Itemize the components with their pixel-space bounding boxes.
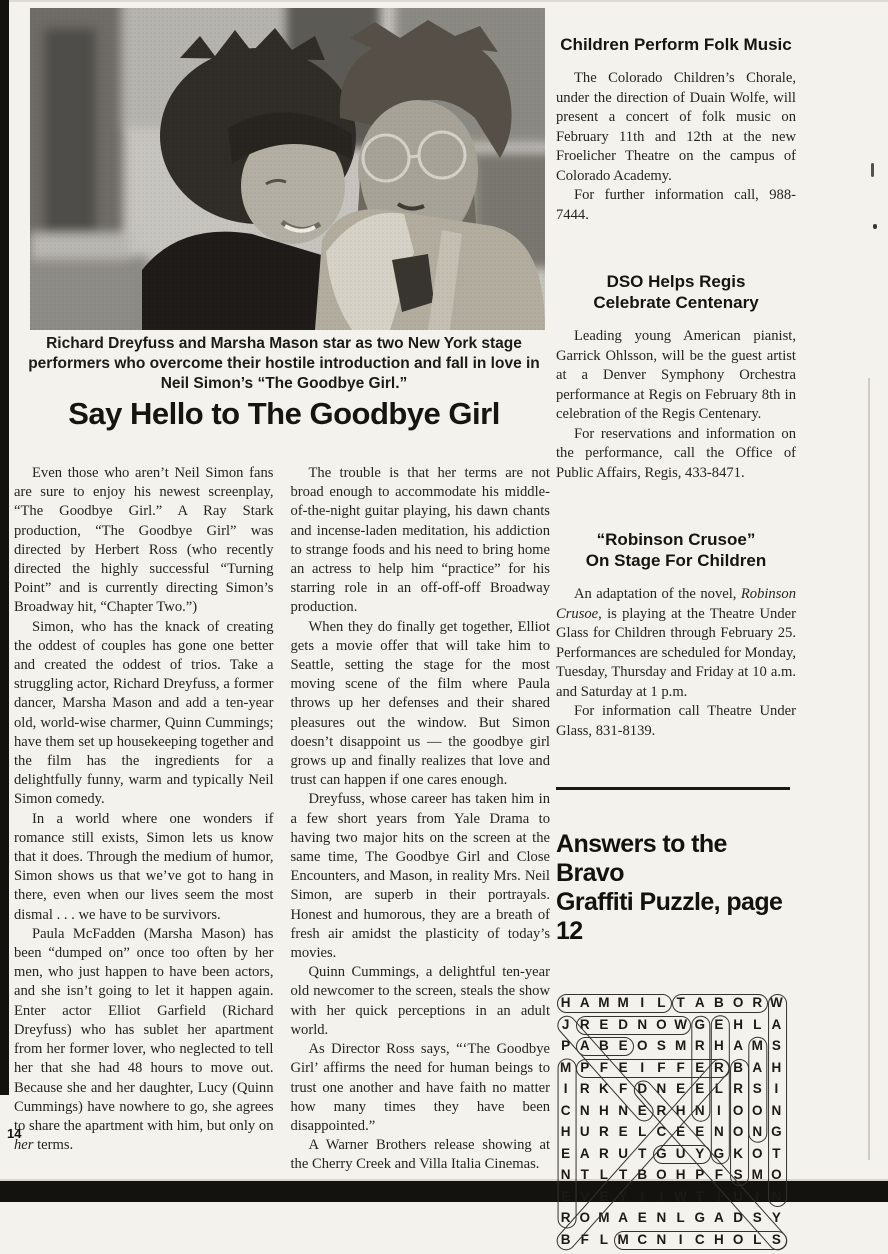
- paragraph: Even those who aren’t Neil Simon fans are sure to enjoy his newest screenplay, “The Goodbye Girl.” A Ray Stark production, “The Goodbye Girl” was directed by Herbert Ross (who recently directed the highly successful “Turning Point” and is currently directing Simon’s Broadway hit, “Chapter Two.”): [14, 465, 274, 616]
- paragraph: Quinn Cummings, a delightful ten-year old newcomer to the screen, steals the show with her quick perceptions in an adult world.: [290, 964, 550, 1038]
- article-column-1: [14, 464, 274, 1175]
- puzzle-letters: [556, 992, 786, 1250]
- puzzle-letter: U: [618, 1145, 628, 1161]
- puzzle-letter: R: [752, 995, 763, 1011]
- puzzle-letter: O: [732, 995, 744, 1011]
- puzzle-letter: E: [599, 1016, 609, 1032]
- sidebar: [556, 34, 796, 1250]
- puzzle-letter: O: [771, 1167, 782, 1183]
- page-number: 14: [7, 1126, 22, 1141]
- puzzle-letter: R: [579, 1016, 590, 1032]
- puzzle-letter: R: [599, 1124, 609, 1140]
- puzzle-letter: S: [752, 1081, 762, 1097]
- puzzle-letter: I: [659, 1188, 664, 1204]
- puzzle-letter: R: [599, 1145, 609, 1161]
- article-column-2: [291, 464, 551, 1175]
- puzzle-letter: A: [771, 1016, 782, 1032]
- puzzle-letter: H: [714, 1231, 724, 1247]
- paragraph: A Warner Brothers release showing at the Cherry Creek and Villa Italia Cinemas.: [290, 1137, 550, 1173]
- puzzle-letter: B: [599, 1038, 609, 1054]
- puzzle-letter: G: [656, 1145, 667, 1161]
- puzzle-letter: M: [751, 1038, 763, 1054]
- puzzle-letter: E: [695, 1081, 705, 1097]
- answers-heading: [556, 830, 796, 946]
- puzzle-letter: N: [752, 1124, 763, 1140]
- puzzle-letter: H: [771, 1059, 782, 1075]
- puzzle-letter: N: [656, 1081, 667, 1097]
- puzzle-letter: O: [732, 1231, 744, 1247]
- puzzle-letter: S: [771, 1231, 781, 1247]
- puzzle-letter: A: [694, 995, 705, 1011]
- puzzle-letter: V: [580, 1188, 590, 1204]
- puzzle-letter: D: [637, 1081, 648, 1097]
- puzzle-letter: T: [772, 1145, 781, 1161]
- story-title: Children Perform Folk Music: [560, 35, 792, 54]
- puzzle-letter: Y: [771, 1210, 781, 1226]
- puzzle-letter: I: [640, 1188, 645, 1204]
- puzzle-letter: E: [695, 1059, 705, 1075]
- puzzle-letter: L: [676, 1210, 685, 1226]
- section-divider: [556, 787, 790, 790]
- puzzle-letter: C: [656, 1124, 667, 1140]
- puzzle-letter: N: [771, 1188, 782, 1204]
- puzzle-letter: I: [774, 1081, 779, 1097]
- paragraph: For further information call, 988-7444.: [556, 187, 796, 223]
- puzzle-letter: H: [599, 1102, 609, 1118]
- puzzle-letter: R: [656, 1102, 667, 1118]
- puzzle-letter: M: [559, 1059, 572, 1075]
- puzzle-letter: S: [733, 1167, 743, 1183]
- puzzle-letter: I: [755, 1188, 760, 1204]
- puzzle-letter: E: [618, 1124, 628, 1140]
- puzzle-letter: P: [561, 1038, 571, 1054]
- puzzle-letter: M: [674, 1038, 687, 1054]
- puzzle-letter: L: [714, 1081, 724, 1097]
- paragraph: When they do finally get together, Elliot gets a movie offer that will take him to Seattle, setting the stage for the most moving scene of the film where Paula throws up her defenses and their shared pleasures out the window. But Simon doesn’t disappoint us — the goodbye girl grows up and finally realizes that love and trust can happen if one cares enough.: [290, 618, 550, 789]
- story-robinson-crusoe: [556, 529, 796, 741]
- puzzle-letter: S: [771, 1038, 781, 1054]
- puzzle-letter: N: [771, 1102, 782, 1118]
- puzzle-letter: A: [733, 1038, 743, 1054]
- puzzle-letter: F: [618, 1081, 628, 1097]
- puzzle-letter: T: [580, 1167, 589, 1183]
- paragraph: Leading young American pianist, Garrick Ohlsson, will be the guest artist at a Denver Symphony Orchestra performance at Regis on February 8th in celebration of the Regis Centenary.: [556, 328, 796, 422]
- puzzle-letter: E: [714, 1016, 724, 1032]
- puzzle-letter: N: [560, 1167, 571, 1183]
- puzzle-letter: O: [751, 1145, 763, 1161]
- puzzle-letter: R: [694, 1038, 705, 1054]
- puzzle-letter: L: [753, 1016, 762, 1032]
- puzzle-letter: N: [656, 1210, 667, 1226]
- puzzle-letter: Y: [618, 1188, 628, 1204]
- puzzle-letter: H: [714, 1038, 724, 1054]
- puzzle-letter: T: [695, 1188, 704, 1204]
- puzzle-letter: M: [751, 1167, 763, 1183]
- puzzle-letter: B: [560, 1231, 571, 1247]
- puzzle-letter: S: [656, 1038, 666, 1054]
- puzzle-letter: L: [599, 1167, 609, 1183]
- puzzle-letter: E: [676, 1124, 686, 1140]
- puzzle-letter: O: [732, 1102, 744, 1118]
- puzzle-letter: N: [637, 1016, 648, 1032]
- puzzle-letter: G: [694, 1016, 705, 1032]
- puzzle-letter: B: [714, 995, 724, 1011]
- puzzle-letter: A: [714, 1210, 724, 1226]
- scan-edge-right: [868, 378, 870, 1160]
- puzzle-letter: S: [752, 1210, 762, 1226]
- puzzle-letter: N: [618, 1102, 628, 1118]
- puzzle-letter: E: [618, 1038, 628, 1054]
- puzzle-letter: P: [695, 1167, 705, 1183]
- puzzle-letter: W: [770, 995, 783, 1011]
- puzzle-letter: L: [657, 995, 666, 1011]
- story-children-folk-music: [556, 34, 796, 225]
- puzzle-letter: G: [694, 1210, 705, 1226]
- puzzle-letter: Y: [695, 1145, 705, 1161]
- puzzle-letter: P: [580, 1059, 590, 1075]
- puzzle-letter: D: [618, 1016, 628, 1032]
- puzzle-letter: A: [752, 1059, 763, 1075]
- puzzle-letter: H: [675, 1102, 686, 1118]
- puzzle-letter: F: [657, 1059, 666, 1075]
- scan-speck: [871, 163, 874, 177]
- puzzle-letter: H: [733, 1016, 743, 1032]
- paragraph: An adaptation of the novel, Robinson Crusoe, is playing at the Theatre Under Glass for Children through February 25. Performances are scheduled for Monday, Tuesday, Thursday and Friday at 10 a.m. and Saturday at 1 p.m.: [556, 586, 796, 700]
- puzzle-letter: O: [636, 1038, 648, 1054]
- puzzle-letter: C: [694, 1231, 705, 1247]
- puzzle-letter: N: [656, 1231, 667, 1247]
- puzzle-letter: H: [560, 1124, 571, 1140]
- paragraph: Simon, who has the knack of creating the oddest of couples has gone one better and created the oddest of trios. Take a struggling actor, Richard Dreyfuss, a former dancer, Marsha Mason and add a ten-year old, world-wise charmer, Quinn Cummings; have them set up housekeeping together and the film has the ingredients for a delightfully funny, warm and typically Neil Simon comedy.: [14, 618, 274, 808]
- story-title: On Stage For Children: [585, 551, 767, 570]
- puzzle-letter: G: [771, 1124, 782, 1140]
- puzzle-letter: E: [561, 1188, 571, 1204]
- puzzle-letter: K: [599, 1081, 609, 1097]
- puzzle-letter: H: [675, 1167, 686, 1183]
- puzzle-letter: N: [579, 1102, 590, 1118]
- paragraph: Dreyfuss, whose career has taken him in a few short years from Yale Drama to having two major hits on the screen at the same time, The Goodbye Girl and Close Encounters, and Mason, in reality Mrs. Neil Simon, are superb in their portrayals. Honest and humorous, they are a breath of fresh air amidst the plasticity of today’s movies.: [290, 791, 550, 962]
- puzzle-letter: E: [676, 1081, 686, 1097]
- puzzle-letter: I: [678, 1231, 683, 1247]
- puzzle-letter: I: [717, 1102, 721, 1118]
- puzzle-letter: A: [579, 995, 590, 1011]
- puzzle-letter: O: [656, 1016, 667, 1032]
- puzzle-letter: U: [733, 1188, 743, 1204]
- puzzle-letter: F: [580, 1231, 589, 1247]
- puzzle-letter: L: [638, 1124, 647, 1140]
- article-body: [14, 464, 550, 1175]
- puzzle-letter: M: [598, 1210, 610, 1226]
- story-title: Celebrate Centenary: [593, 293, 759, 312]
- paragraph: For information call Theatre Under Glass, 831-8139.: [556, 703, 796, 739]
- puzzle-letter: B: [637, 1167, 648, 1183]
- puzzle-letter: U: [579, 1124, 590, 1140]
- puzzle-letter: R: [714, 1059, 724, 1075]
- puzzle-letter: G: [713, 1145, 725, 1161]
- puzzle-letter: A: [579, 1145, 590, 1161]
- puzzle-letter: T: [618, 1167, 628, 1183]
- puzzle-letter: I: [640, 1059, 645, 1075]
- paragraph: Paula McFadden (Marsha Mason) has been “dumped on” once too often by her men, who just happen to have been actors, and she isn’t going to let it happen again. Enter actor Elliot Garfield (Richard Dreyfuss) who has sublet her apartment from her former lover, who neglected to tell her that she had 48 hours to move out. Because she and her daughter, Lucy (Quinn Cummings) have nowhere to go, she agrees to share the apartment with him, but only on her terms.: [14, 925, 274, 1154]
- puzzle-letter: O: [579, 1210, 590, 1226]
- puzzle-letter: K: [733, 1145, 743, 1161]
- puzzle-letter: I: [717, 1188, 721, 1204]
- puzzle-letter: C: [637, 1231, 648, 1247]
- puzzle-letter: L: [753, 1231, 762, 1247]
- puzzle-letter: O: [656, 1167, 667, 1183]
- paragraph: The Colorado Children’s Chorale, under the direction of Duain Wolfe, will present a concert of folk music on February 11th and 12th at the new Froelicher Theatre on the campus of Colorado Academy.: [556, 70, 796, 184]
- puzzle-letter: E: [637, 1102, 647, 1118]
- puzzle-letter: M: [617, 995, 629, 1011]
- story-dso-regis: [556, 271, 796, 483]
- puzzle-letter: J: [561, 1016, 570, 1032]
- puzzle-letter: T: [676, 995, 685, 1011]
- puzzle-letter: N: [694, 1102, 705, 1118]
- paragraph: The trouble is that her terms are not broad enough to accommodate his middle-of-the-night guitar playing, his dawn chants and incense-laden meditation, his addiction to strange foods and his need to bring home an actress to help him “practice” for his starring role in an off-off-off Broadway production.: [290, 465, 550, 616]
- paragraph: For reservations and information on the performance, call the Office of Public Affairs, Regis, 433-8471.: [556, 425, 796, 481]
- puzzle-letter: O: [732, 1124, 744, 1140]
- puzzle-letter: E: [599, 1188, 609, 1204]
- puzzle-letter: W: [674, 1188, 687, 1204]
- puzzle-letter: E: [637, 1210, 647, 1226]
- puzzle-letter: E: [695, 1124, 705, 1140]
- puzzle-letter: N: [714, 1124, 724, 1140]
- puzzle-letter: W: [674, 1016, 687, 1032]
- puzzle-letter: M: [617, 1231, 629, 1247]
- puzzle-letter: E: [561, 1145, 571, 1161]
- puzzle-letter: U: [675, 1145, 686, 1161]
- story-title: DSO Helps Regis: [606, 272, 746, 291]
- answers-heading-line: Answers to the Bravo: [556, 830, 727, 887]
- scan-edge-left: [0, 0, 9, 1095]
- puzzle-letter: L: [599, 1231, 609, 1247]
- scan-speck: [873, 224, 877, 229]
- puzzle-letter: A: [579, 1038, 590, 1054]
- puzzle-letter: M: [598, 995, 610, 1011]
- puzzle-letter: E: [618, 1059, 628, 1075]
- puzzle-letter: A: [618, 1210, 628, 1226]
- puzzle-letter: I: [640, 995, 645, 1011]
- article-headline: Say Hello to The Goodbye Girl: [68, 396, 500, 431]
- puzzle-letter: H: [560, 995, 571, 1011]
- photo-dreyfuss-mason: [30, 8, 545, 330]
- puzzle-letter: T: [638, 1145, 647, 1161]
- photo-caption: Richard Dreyfuss and Marsha Mason star as two New York stage performers who overcome their hostile introduction and fall in love in Neil Simon’s “The Goodbye Girl.”: [28, 335, 540, 392]
- puzzle-letter: O: [751, 1102, 763, 1118]
- puzzle-letter: F: [714, 1167, 724, 1183]
- puzzle-letter: D: [733, 1210, 743, 1226]
- answers-heading-line: Graffiti Puzzle, page 12: [556, 888, 783, 945]
- puzzle-letter: R: [560, 1210, 571, 1226]
- scan-edge-top: [0, 0, 888, 2]
- puzzle-letter: F: [599, 1059, 609, 1075]
- puzzle-letter: I: [563, 1081, 568, 1097]
- paragraph: In a world where one wonders if romance still exists, Simon lets us know that it does. Through the medium of humor, Simon shows us that we’ve got to hang in there, even when our lives seem the most dismal . . . we have to be survivors.: [14, 810, 274, 923]
- puzzle-letter: F: [676, 1059, 685, 1075]
- story-title: “Robinson Crusoe”: [596, 530, 756, 549]
- puzzle-letter: R: [733, 1081, 743, 1097]
- word-search-puzzle: [556, 992, 786, 1250]
- puzzle-letter: R: [579, 1081, 590, 1097]
- paragraph: As Director Ross says, “‘The Goodbye Girl’ affirms the need for human beings to trust one another and have faith no matter how many times they have been disappointed.”: [290, 1041, 550, 1134]
- puzzle-letter: C: [560, 1102, 571, 1118]
- puzzle-letter: B: [733, 1059, 743, 1075]
